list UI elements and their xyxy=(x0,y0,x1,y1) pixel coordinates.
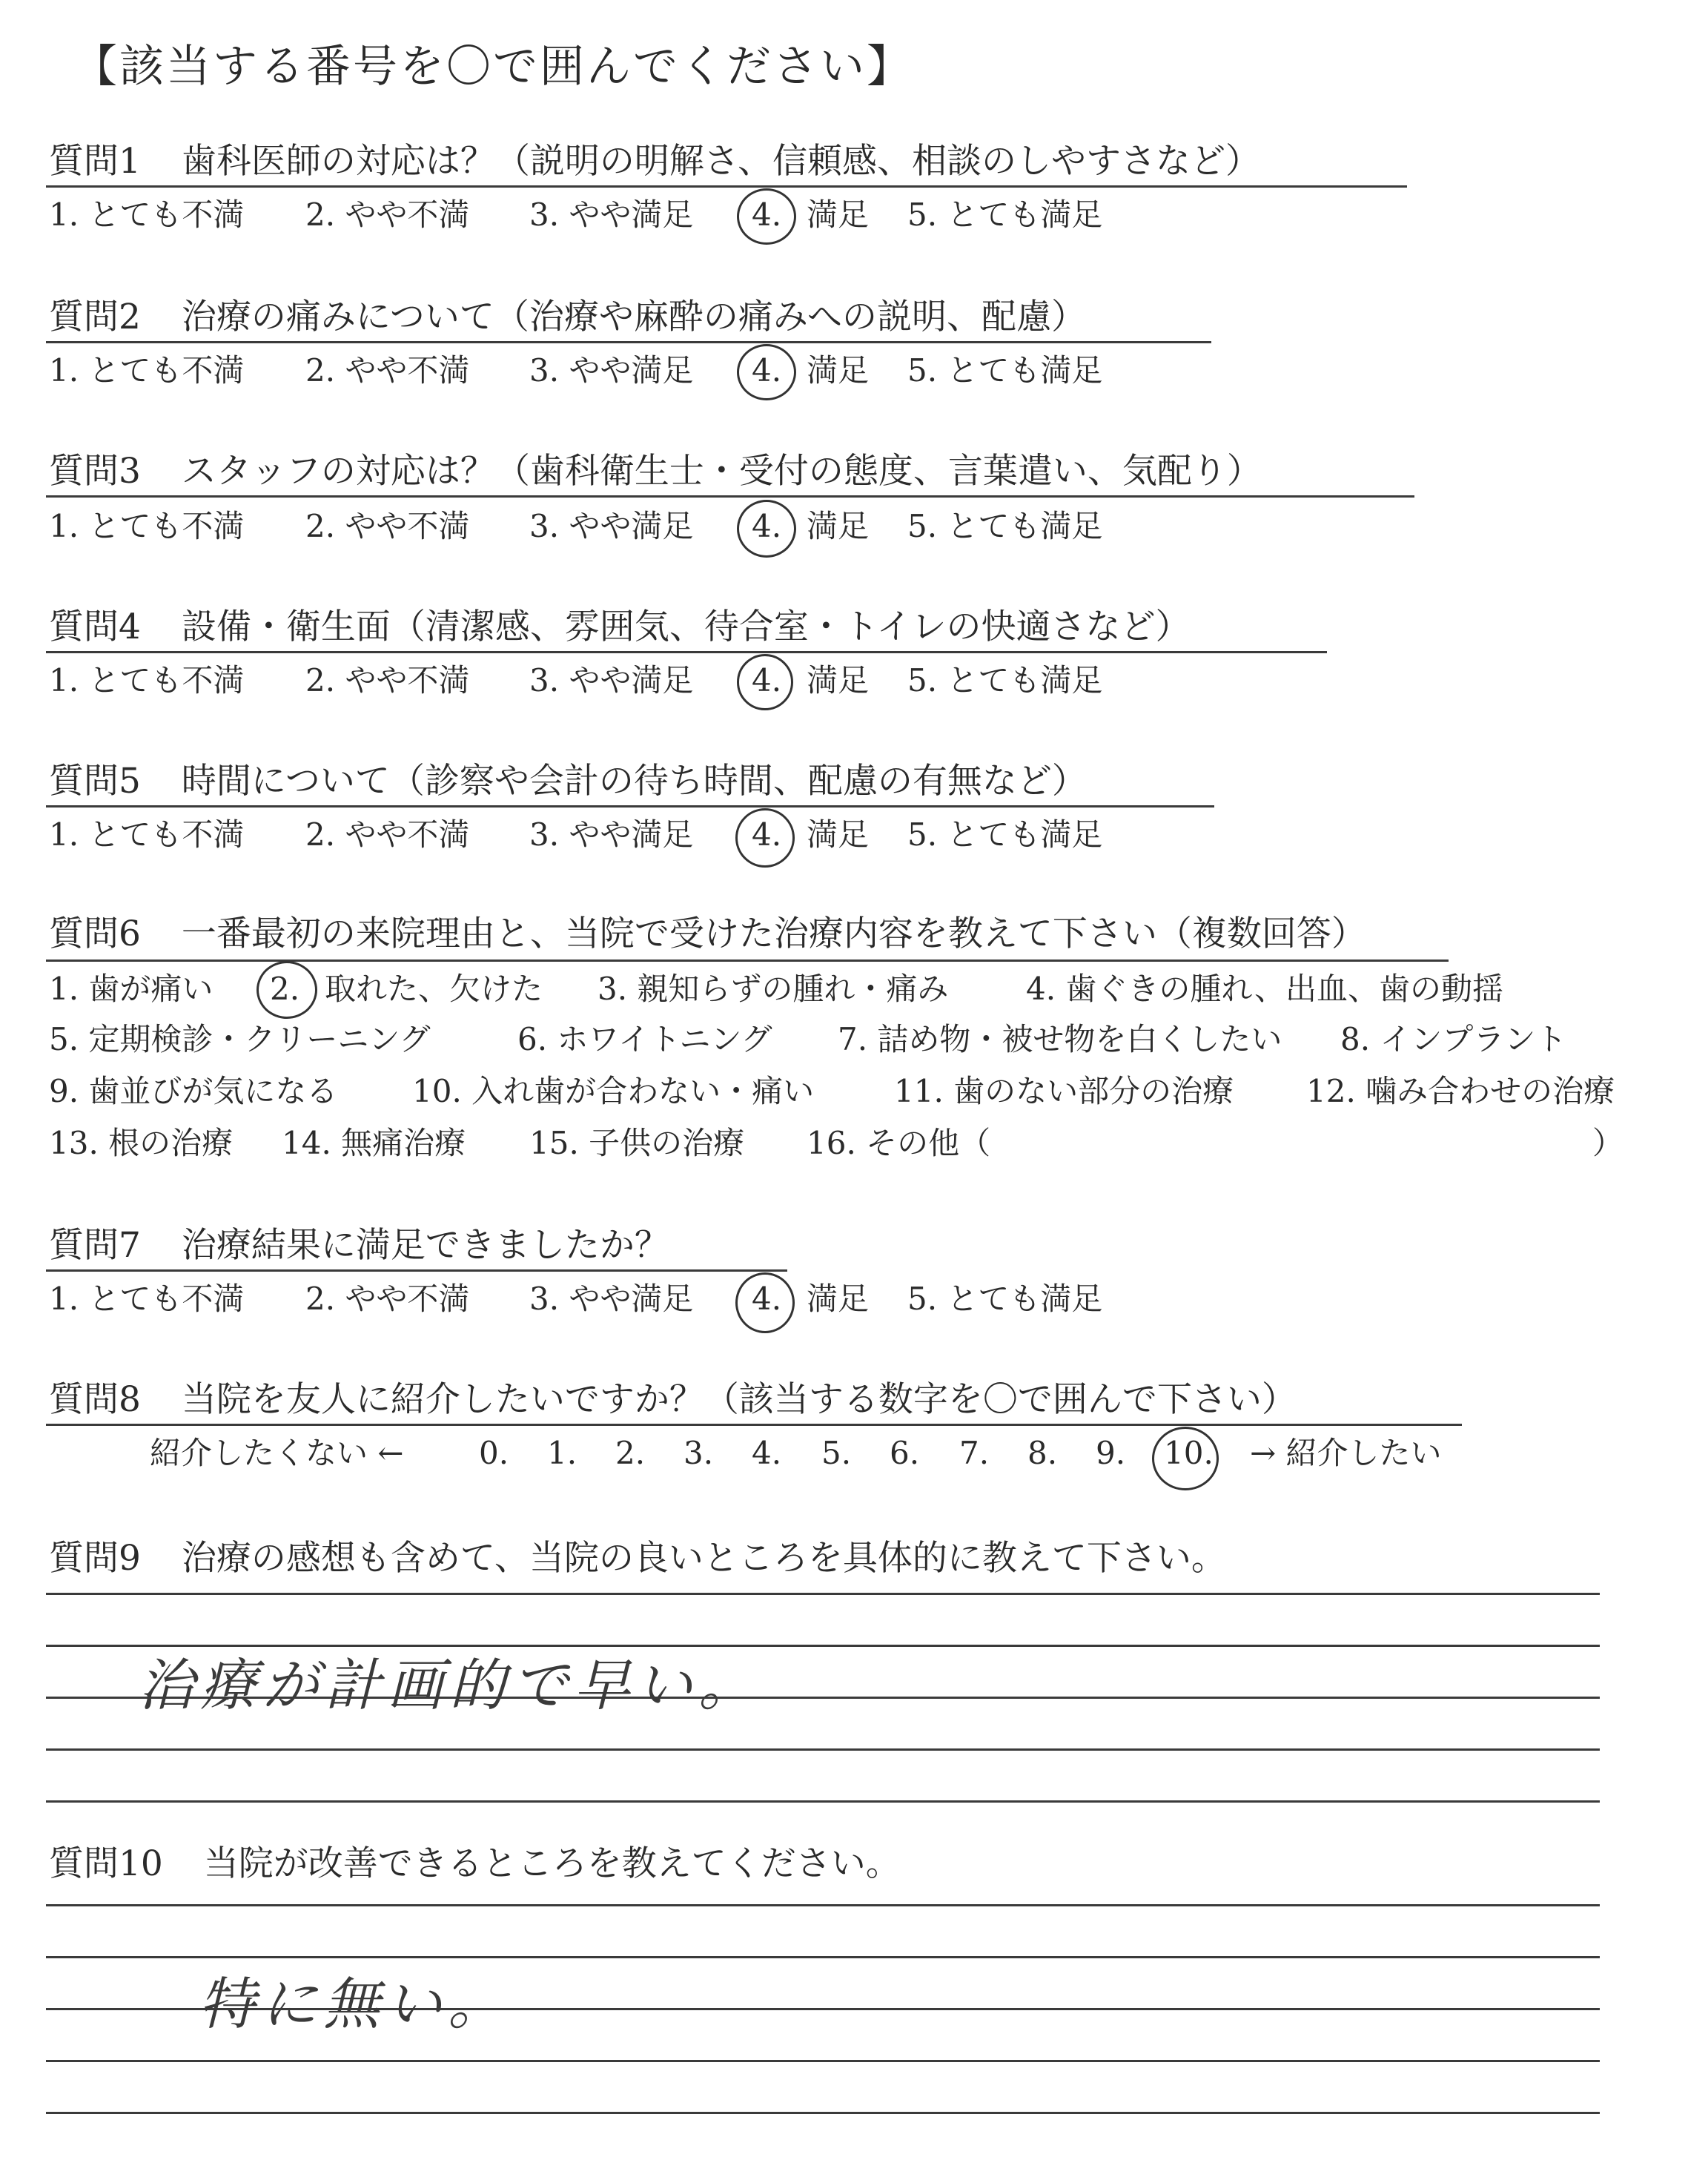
q7-underline xyxy=(46,1269,787,1272)
q2-label: 質問2 xyxy=(49,297,141,337)
q6-option-8[interactable]: 8. インプラント xyxy=(1340,1021,1567,1057)
q4-option-1[interactable]: 1. とても不満 xyxy=(49,662,245,698)
q7-option-4-label[interactable]: 満足 xyxy=(807,1281,870,1317)
q7-text: 治療結果に満足できましたか？ xyxy=(181,1225,669,1266)
q6-option-1[interactable]: 1. 歯が痛い xyxy=(49,971,214,1007)
q10-rule-4 xyxy=(46,2060,1600,2062)
q10-label: 質問10 xyxy=(49,1843,163,1884)
q2-option-1[interactable]: 1. とても不満 xyxy=(49,352,245,389)
q4-option-4-label[interactable]: 満足 xyxy=(807,662,870,698)
q1-title xyxy=(49,141,1260,182)
q6-option-4[interactable]: 4. 歯ぐきの腫れ、出血、歯の動揺 xyxy=(1026,971,1503,1007)
q10-rule-1 xyxy=(46,1904,1600,1906)
q3-option-4-num[interactable]: 4. xyxy=(752,508,782,544)
q6-option-5[interactable]: 5. 定期検診・クリーニング xyxy=(49,1021,431,1057)
q8-title xyxy=(49,1379,1297,1421)
q5-option-1[interactable]: 1. とても不満 xyxy=(49,816,245,853)
q2-option-4-label[interactable]: 満足 xyxy=(807,352,870,389)
q6-option-10[interactable]: 10. 入れ歯が合わない・痛い xyxy=(412,1073,815,1109)
q4-label: 質問4 xyxy=(49,607,141,647)
q9-label: 質問9 xyxy=(49,1538,141,1579)
q4-text: 設備・衛生面（清潔感、雰囲気、待合室・トイレの快適さなど） xyxy=(181,607,1191,647)
q7-option-1[interactable]: 1. とても不満 xyxy=(49,1281,245,1317)
q2-selected-circle xyxy=(737,344,796,400)
q6-selected-circle xyxy=(256,961,317,1019)
q4-underline xyxy=(46,651,1327,653)
q10-text: 当院が改善できるところを教えてください。 xyxy=(203,1843,901,1884)
q8-scale-4[interactable]: 4. xyxy=(752,1435,782,1471)
page-header: 【該当する番号を〇で囲んでください】 xyxy=(73,41,913,93)
q7-option-2[interactable]: 2. やや不満 xyxy=(305,1281,470,1317)
q5-selected-circle xyxy=(735,808,795,868)
q8-text: 当院を友人に紹介したいですか？（該当する数字を〇で囲んで下さい） xyxy=(181,1379,1297,1420)
q1-option-5[interactable]: 5. とても満足 xyxy=(907,196,1103,233)
q3-label: 質問3 xyxy=(49,451,141,492)
q3-selected-circle xyxy=(737,500,796,558)
q1-option-3[interactable]: 3. やや満足 xyxy=(529,196,694,233)
q8-scale-1[interactable]: 1. xyxy=(547,1435,577,1471)
q9-rule-5 xyxy=(46,1800,1600,1803)
q4-option-5[interactable]: 5. とても満足 xyxy=(907,662,1103,698)
q6-option-9[interactable]: 9. 歯並びが気になる xyxy=(49,1073,338,1109)
q7-title xyxy=(49,1225,669,1266)
q6-option-16[interactable]: 16. その他（ xyxy=(807,1125,991,1161)
q6-text: 一番最初の来院理由と、当院で受けた治療内容を教えて下さい（複数回答） xyxy=(181,914,1366,954)
q8-right-label: → 紹介したい xyxy=(1250,1435,1442,1471)
q8-scale-5[interactable]: 5. xyxy=(821,1435,852,1471)
q8-scale-2[interactable]: 2. xyxy=(615,1435,646,1471)
q5-title xyxy=(49,761,1087,802)
q5-option-4-label[interactable]: 満足 xyxy=(807,816,870,853)
q4-selected-circle xyxy=(737,654,793,710)
q6-option-2-num[interactable]: 2. xyxy=(270,971,300,1007)
q1-option-2[interactable]: 2. やや不満 xyxy=(305,196,470,233)
q7-option-5[interactable]: 5. とても満足 xyxy=(907,1281,1103,1317)
q7-selected-circle xyxy=(735,1272,795,1333)
q10-handwritten-answer: 特に無い。 xyxy=(199,1971,510,2037)
q2-option-3[interactable]: 3. やや満足 xyxy=(529,352,694,389)
q8-label: 質問8 xyxy=(49,1379,141,1420)
q10-rule-2 xyxy=(46,1956,1600,1958)
q3-option-4-label[interactable]: 満足 xyxy=(807,508,870,544)
q5-label: 質問5 xyxy=(49,761,141,802)
q6-title xyxy=(49,914,1366,955)
q3-option-3[interactable]: 3. やや満足 xyxy=(529,508,694,544)
q4-option-2[interactable]: 2. やや不満 xyxy=(305,662,470,698)
q6-option-7[interactable]: 7. 詰め物・被せ物を白くしたい xyxy=(838,1021,1282,1057)
q1-option-4-num[interactable]: 4. xyxy=(752,196,782,233)
q5-text: 時間について（診察や会計の待ち時間、配慮の有無など） xyxy=(181,761,1087,802)
q8-selected-circle xyxy=(1152,1427,1219,1490)
q8-scale-10[interactable]: 10. xyxy=(1164,1435,1214,1471)
q8-scale-9[interactable]: 9. xyxy=(1096,1435,1126,1471)
q6-option-6[interactable]: 6. ホワイトニング xyxy=(517,1021,772,1057)
q10-title xyxy=(49,1843,901,1885)
q6-label: 質問6 xyxy=(49,914,141,954)
q9-rule-1 xyxy=(46,1593,1600,1595)
q6-option-3[interactable]: 3. 親知らずの腫れ・痛み xyxy=(598,971,949,1007)
q9-title xyxy=(49,1538,1226,1579)
q10-rule-5 xyxy=(46,2112,1600,2114)
q3-text: スタッフの対応は？（歯科衛生士・受付の態度、言葉遣い、気配り） xyxy=(181,451,1262,492)
q3-underline xyxy=(46,495,1414,498)
q3-option-1[interactable]: 1. とても不満 xyxy=(49,508,245,544)
q3-title xyxy=(49,451,1262,492)
q5-option-5[interactable]: 5. とても満足 xyxy=(907,816,1103,853)
q8-scale-8[interactable]: 8. xyxy=(1027,1435,1058,1471)
q6-option-15[interactable]: 15. 子供の治療 xyxy=(529,1125,745,1161)
q1-option-4-label[interactable]: 満足 xyxy=(807,196,870,233)
q1-option-1[interactable]: 1. とても不満 xyxy=(49,196,245,233)
q7-option-3[interactable]: 3. やや満足 xyxy=(529,1281,694,1317)
q8-scale-0[interactable]: 0. xyxy=(479,1435,509,1471)
q9-text: 治療の感想も含めて、当院の良いところを具体的に教えて下さい。 xyxy=(181,1538,1226,1579)
q8-underline xyxy=(46,1424,1462,1426)
q3-option-2[interactable]: 2. やや不満 xyxy=(305,508,470,544)
q1-label: 質問1 xyxy=(49,141,141,182)
q8-scale-7[interactable]: 7. xyxy=(959,1435,990,1471)
q6-option-2-label[interactable]: 取れた、欠けた xyxy=(325,971,543,1007)
q4-option-4-num[interactable]: 4. xyxy=(752,662,782,698)
q6-underline xyxy=(46,960,1449,962)
q5-underline xyxy=(46,805,1214,807)
q3-option-5[interactable]: 5. とても満足 xyxy=(907,508,1103,544)
q6-option-11[interactable]: 11. 歯のない部分の治療 xyxy=(894,1073,1234,1109)
q6-option-14[interactable]: 14. 無痛治療 xyxy=(282,1125,466,1161)
q1-text: 歯科医師の対応は？（説明の明解さ、信頼感、相談のしやすさなど） xyxy=(181,141,1260,182)
q2-option-4-num[interactable]: 4. xyxy=(752,352,782,389)
q2-option-2[interactable]: 2. やや不満 xyxy=(305,352,470,389)
q1-selected-circle xyxy=(737,188,796,245)
q4-title xyxy=(49,607,1191,648)
q4-option-3[interactable]: 3. やや満足 xyxy=(529,662,694,698)
q7-label: 質問7 xyxy=(49,1225,141,1266)
q2-text: 治療の痛みについて（治療や麻酔の痛みへの説明、配慮） xyxy=(181,297,1086,337)
q6-option-12[interactable]: 12. 噛み合わせの治療 xyxy=(1306,1073,1615,1109)
q5-option-4-num[interactable]: 4. xyxy=(752,816,782,853)
q6-option-13[interactable]: 13. 根の治療 xyxy=(49,1125,234,1161)
q9-handwritten-answer: 治療が計画的で早い。 xyxy=(138,1652,761,1718)
q2-title xyxy=(49,297,1086,338)
q5-option-2[interactable]: 2. やや不満 xyxy=(305,816,470,853)
q8-scale-3[interactable]: 3. xyxy=(683,1435,714,1471)
q5-option-3[interactable]: 3. やや満足 xyxy=(529,816,694,853)
q7-option-4-num[interactable]: 4. xyxy=(752,1281,782,1317)
q9-rule-4 xyxy=(46,1748,1600,1751)
q1-underline xyxy=(46,185,1407,188)
q6-option-16-close: ） xyxy=(1592,1125,1624,1161)
q8-scale-6[interactable]: 6. xyxy=(890,1435,920,1471)
q2-option-5[interactable]: 5. とても満足 xyxy=(907,352,1103,389)
q8-left-label: 紹介したくない ← xyxy=(150,1435,404,1471)
q2-underline xyxy=(46,341,1211,343)
